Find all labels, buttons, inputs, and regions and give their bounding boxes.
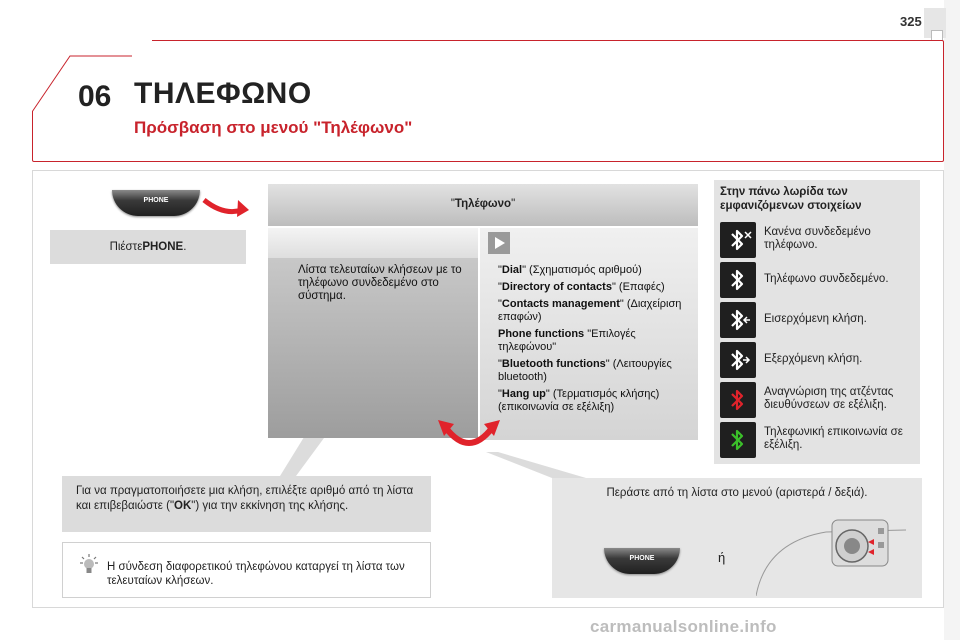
phone-button-image: PHONE	[604, 548, 680, 574]
press-prefix: Πιέστε	[109, 241, 143, 253]
press-suffix: .	[183, 241, 187, 253]
bluetooth-connected-icon	[720, 262, 756, 298]
bluetooth-status-panel	[714, 180, 920, 464]
screen-title-bar	[268, 184, 698, 226]
note-text: Η σύνδεση διαφορετικού τηλεφώνου καταργεί τη λίστα των τελευταίων κλήσεων.	[107, 561, 405, 587]
recent-calls-panel[interactable]	[268, 228, 478, 438]
phone-button-image: PHONE	[112, 190, 200, 216]
bt-status-label: Τηλέφωνο συνδεδεμένο.	[764, 273, 889, 285]
or-text: ή	[718, 550, 726, 565]
red-pointer-arrow-icon	[202, 194, 250, 220]
chapter-number: 06	[78, 80, 112, 113]
left-right-swap-arrows-icon	[436, 418, 502, 460]
call-instruction-text: Για να πραγματοποιήσετε μια κλήση, επιλέξτε αριθμό από τη λίστα και επιβεβαιώστε ("	[76, 485, 414, 512]
chapter-title: ΤΗΛΕΦΩΝΟ	[134, 77, 312, 110]
bt-panel-heading: Στην πάνω λωρίδα των εμφανιζόμενων στοιχείων	[720, 186, 862, 212]
bt-status-label: Κανένα συνδεδεμένο τηλέφωνο.	[764, 226, 871, 251]
screen-title-quote: "	[450, 198, 455, 210]
make-call-instruction	[62, 476, 431, 532]
menu-item[interactable]: "Dial" (Σχηματισμός αριθμού)	[498, 264, 642, 276]
menu-item[interactable]: "Contacts management" (Διαχείριση επαφών)	[498, 298, 682, 323]
play-arrow-icon	[488, 232, 510, 254]
bt-status-label: Εξερχόμενη κλήση.	[764, 353, 863, 365]
bluetooth-no-phone-icon	[720, 222, 756, 258]
recent-calls-description: Λίστα τελευταίων κλήσεων με το τηλέφωνο συνδεδεμένο στο σύστημα.	[298, 264, 462, 302]
phone-menu-panel[interactable]	[480, 228, 698, 440]
bt-status-label: Αναγνώριση της ατζέντας διευθύνσεων σε εξέλιξη.	[764, 386, 894, 411]
bt-status-label: Εισερχόμενη κλήση.	[764, 313, 867, 325]
lightbulb-icon	[77, 553, 101, 577]
phone-menu-list	[498, 264, 694, 418]
chapter-subtitle: Πρόσβαση στο μενού "Τηλέφωνο"	[134, 118, 413, 137]
press-phone-instruction	[50, 230, 246, 264]
menu-item[interactable]: Phone functions "Επιλογές τηλεφώνου"	[498, 328, 636, 353]
screen-title: Τηλέφωνο	[454, 198, 512, 210]
bt-status-label: Τηλεφωνική επικοινωνία σε εξέλιξη.	[764, 426, 903, 451]
bluetooth-outgoing-icon	[720, 342, 756, 378]
screen-title-quote: "	[511, 198, 516, 210]
bluetooth-incoming-icon	[720, 302, 756, 338]
press-key: PHONE	[142, 241, 184, 253]
bluetooth-syncing-icon	[720, 382, 756, 418]
note-box	[62, 542, 431, 598]
menu-item[interactable]: "Bluetooth functions" (Λειτουργίες bluetooth)	[498, 358, 672, 383]
navigation-instruction: Περάστε από τη λίστα στο μενού (αριστερά / δεξιά).	[606, 487, 868, 499]
menu-arrow-tab	[488, 232, 510, 254]
steering-wheel-controls-icon	[756, 512, 906, 596]
menu-item[interactable]: "Hang up" (Τερματισμός κλήσης) (επικοινωνία σε εξέλιξη)	[498, 388, 660, 413]
watermark: carmanualsonline.info	[590, 617, 777, 636]
page-number: 325	[900, 14, 922, 29]
menu-item[interactable]: "Directory of contacts" (Επαφές)	[498, 281, 665, 293]
ok-key: OK	[174, 500, 192, 512]
call-instruction-text: ") για την εκκίνηση της κλήσης.	[191, 500, 349, 512]
bluetooth-call-active-icon	[720, 422, 756, 458]
recent-calls-highlight	[268, 228, 478, 258]
